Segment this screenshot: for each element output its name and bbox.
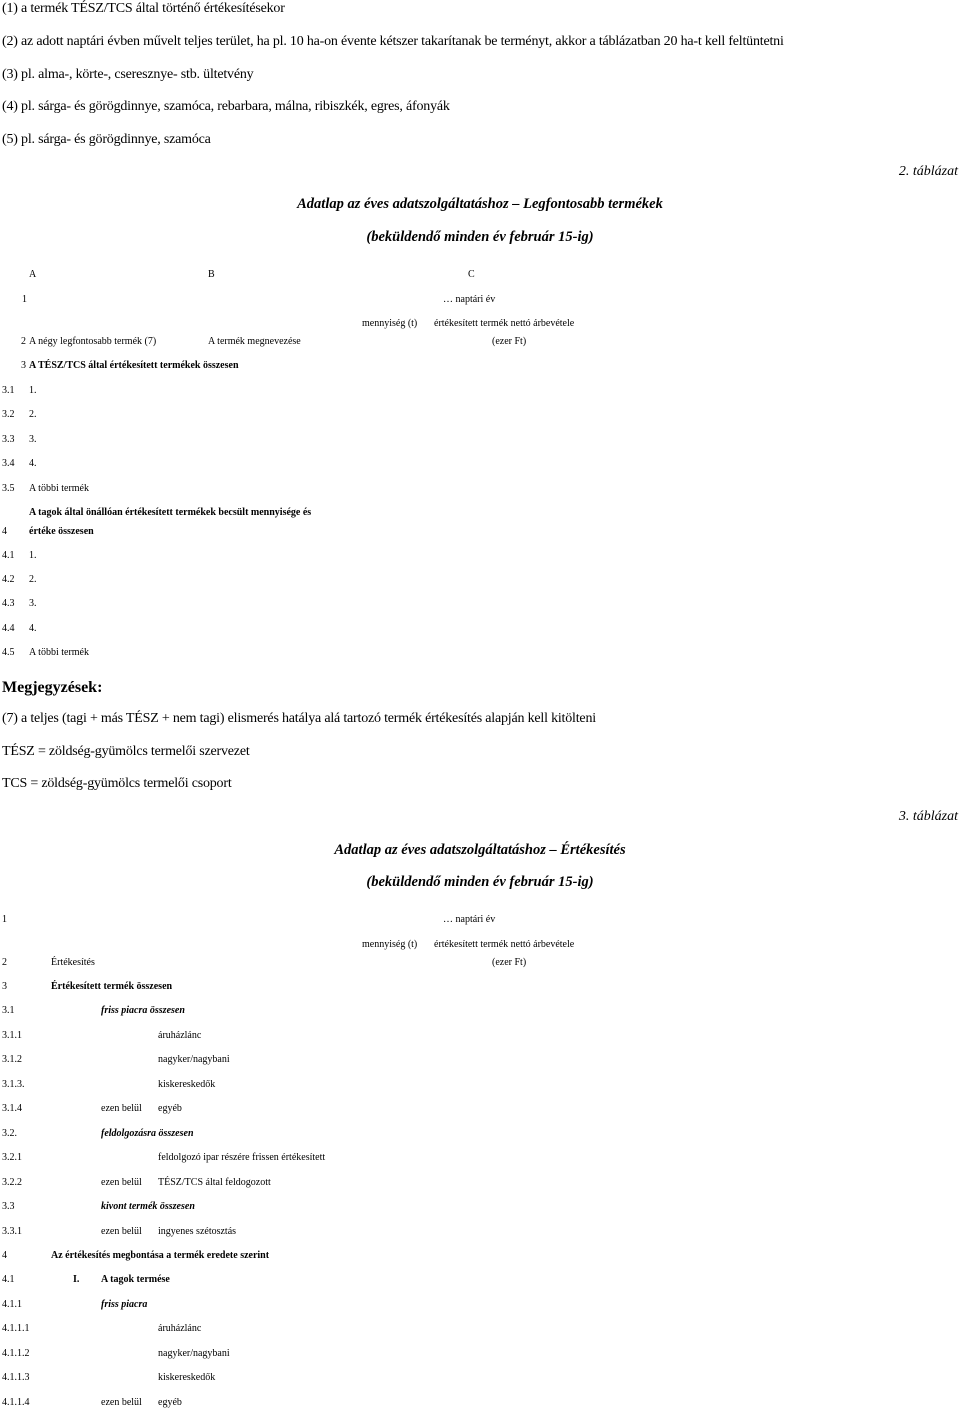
row-label: 3.	[29, 434, 37, 445]
quantity-header: mennyiség (t)	[362, 318, 418, 329]
row-number: 3.1	[2, 1005, 15, 1016]
column-header-c: C	[468, 269, 475, 280]
row-number: 3.1	[2, 385, 15, 396]
revenue-header: értékesített termék nettó árbevétele	[434, 939, 575, 950]
row-number: 4.3	[2, 598, 15, 609]
quantity-header: mennyiség (t)	[362, 939, 418, 950]
year-label: … naptári év	[443, 914, 496, 925]
footnote-5: (5) pl. sárga- és görögdinnye, szamóca	[2, 132, 211, 147]
unit-label: (ezer Ft)	[492, 336, 527, 347]
table-3-subtitle: (beküldendő minden év február 15-ig)	[366, 874, 594, 890]
row-number: 4.1.1	[2, 1299, 22, 1310]
footnote-2: (2) az adott naptári évben művelt teljes terület, ha pl. 10 ha-on évente kétszer takarítanak be terményt, akkor a táblázatban 20 ha-t kell feltüntetni	[2, 34, 784, 49]
row-label: A többi termék	[29, 647, 89, 658]
row-number: 3.2.1	[2, 1152, 22, 1163]
row-label: áruházlánc	[158, 1030, 202, 1041]
row-label: nagyker/nagybani	[158, 1054, 230, 1065]
row-number: 3.2.2	[2, 1177, 22, 1188]
row-qualifier: ezen belül	[101, 1177, 142, 1188]
row-label: 1.	[29, 385, 37, 396]
row-label: 3.	[29, 598, 37, 609]
row-label: kiskereskedők	[158, 1079, 216, 1090]
row-label: feldolgozó ipar részére frissen értékesített	[158, 1152, 326, 1163]
row-number: 3.3	[2, 1201, 15, 1212]
row-label: nagyker/nagybani	[158, 1348, 230, 1359]
section-total-label: Az értékesítés megbontása a termék eredete szerint	[51, 1250, 270, 1261]
row-qualifier: ezen belül	[101, 1397, 142, 1408]
table-2-subtitle: (beküldendő minden év február 15-ig)	[366, 229, 594, 245]
row-label: TÉSZ/TCS által feldogozott	[158, 1177, 271, 1188]
row-number: 3.2.	[2, 1128, 17, 1139]
row-number: 3	[2, 981, 7, 992]
row-number: 3.1.1	[2, 1030, 22, 1041]
row-number: 3.3.1	[2, 1226, 22, 1237]
row-qualifier: ezen belül	[101, 1226, 142, 1237]
footnote-4: (4) pl. sárga- és görögdinnye, szamóca, rebarbara, málna, ribiszkék, egres, áfonyák	[2, 99, 450, 114]
row-number: 2	[2, 957, 7, 968]
row-number: 3.1.4	[2, 1103, 22, 1114]
product-name-header: A termék megnevezése	[208, 336, 301, 347]
row-label: kiskereskedők	[158, 1372, 216, 1383]
note-line: (7) a teljes (tagi + más TÉSZ + nem tagi) elismerés hatálya alá tartozó termék értékesítés alapján kell kitölteni	[2, 711, 596, 726]
row-label: 4.	[29, 623, 37, 634]
table-3-title: Adatlap az éves adatszolgáltatáshoz – Értékesítés	[334, 842, 626, 858]
subtotal-label: feldolgozásra összesen	[101, 1128, 194, 1139]
row-number: 3	[21, 360, 26, 371]
column-header-a: A	[29, 269, 37, 280]
subtotal-label: kivont termék összesen	[101, 1201, 195, 1212]
row-number: 4.5	[2, 647, 15, 658]
section-total-label: A tagok által önállóan értékesített termékek becsült mennyisége és	[29, 507, 312, 518]
row-label: 2.	[29, 574, 37, 585]
row-number: 4.2	[2, 574, 15, 585]
row-number: 3.2	[2, 409, 15, 420]
section-total-label: A TÉSZ/TCS által értékesített termékek összesen	[29, 360, 239, 371]
note-line: TCS = zöldség-gyümölcs termelői csoport	[2, 776, 232, 791]
row-label: 4.	[29, 458, 37, 469]
row-number: 4.4	[2, 623, 15, 634]
table-2-title: Adatlap az éves adatszolgáltatáshoz – Legfontosabb termékek	[297, 196, 663, 212]
row-number: 4.1.1.3	[2, 1372, 30, 1383]
sales-header: Értékesítés	[51, 957, 95, 968]
row-number: 3.4	[2, 458, 15, 469]
row-number: 4.1.1.2	[2, 1348, 30, 1359]
row-number: 1	[22, 294, 27, 305]
row-label: ingyenes szétosztás	[158, 1226, 237, 1237]
row-number: 1	[2, 914, 7, 925]
row-number: 3.1.2	[2, 1054, 22, 1065]
note-line: TÉSZ = zöldség-gyümölcs termelői szervezet	[2, 744, 250, 759]
row-number: 4.1	[2, 1274, 15, 1285]
row-label: A többi termék	[29, 483, 89, 494]
unit-label: (ezer Ft)	[492, 957, 527, 968]
section-total-label: Értékesített termék összesen	[51, 981, 173, 992]
year-label: … naptári év	[443, 294, 496, 305]
revenue-header: értékesített termék nettó árbevétele	[434, 318, 575, 329]
row-number: 4.1.1.4	[2, 1397, 30, 1408]
top-products-label: A négy legfontosabb termék (7)	[29, 336, 157, 347]
row-number: 4.1	[2, 550, 15, 561]
section-total-label-continued: értéke összesen	[29, 526, 94, 537]
row-number: 3.5	[2, 483, 15, 494]
row-label: 2.	[29, 409, 37, 420]
notes-heading: Megjegyzések:	[2, 679, 103, 696]
column-header-b: B	[208, 269, 215, 280]
table-3-caption: 3. táblázat	[898, 809, 958, 824]
row-label: 1.	[29, 550, 37, 561]
row-number: 3.1.3.	[2, 1079, 25, 1090]
row-number: 2	[21, 336, 26, 347]
footnote-3: (3) pl. alma-, körte-, cseresznye- stb. ültetvény	[2, 67, 254, 82]
group-label: A tagok termése	[101, 1274, 170, 1285]
roman-numeral: I.	[73, 1274, 80, 1285]
row-label: áruházlánc	[158, 1323, 202, 1334]
row-qualifier: ezen belül	[101, 1103, 142, 1114]
subtotal-label: friss piacra összesen	[101, 1005, 185, 1016]
row-label: egyéb	[158, 1397, 182, 1408]
row-label: egyéb	[158, 1103, 182, 1114]
row-number: 4	[2, 526, 7, 537]
row-number: 4	[2, 1250, 7, 1261]
table-2-caption: 2. táblázat	[898, 164, 958, 179]
row-number: 3.3	[2, 434, 15, 445]
row-number: 4.1.1.1	[2, 1323, 30, 1334]
subtotal-label: friss piacra	[101, 1299, 148, 1310]
footnote-1: (1) a termék TÉSZ/TCS által történő értékesítésekor	[2, 1, 285, 16]
